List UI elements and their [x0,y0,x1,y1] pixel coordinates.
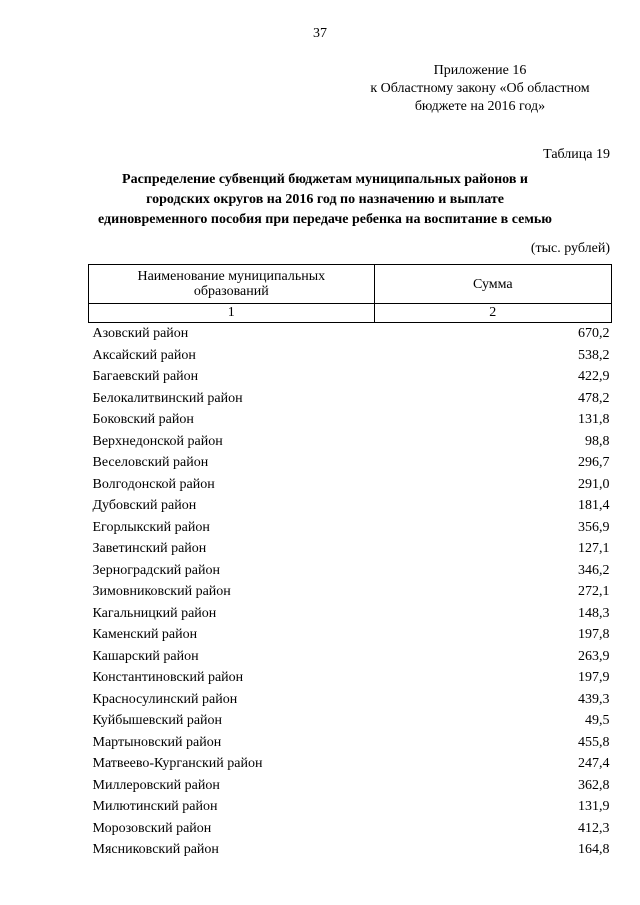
table-row [89,775,612,797]
table-row [89,474,612,496]
table-row [89,796,612,818]
table-row [89,581,612,603]
municipality-name: Милютинский район [92,799,218,814]
table-row [89,366,612,388]
municipality-name: Волгодонской район [92,476,215,492]
column-number-1: 1 [89,304,375,323]
table-row [89,452,612,474]
table-row [89,689,612,711]
subvention-amount: 131,9 [578,799,610,814]
municipality-name: Красносулинский район [92,691,238,707]
table-column-numbers-row [89,304,612,323]
subvention-amount: 439,3 [578,691,610,707]
municipality-name: Верхнедонской район [92,433,223,449]
table-body [89,323,612,861]
subvention-amount: 455,8 [578,734,610,750]
subvention-amount: 356,9 [578,519,610,535]
municipality-name: Зерноградский район [92,562,220,578]
subvention-amount: 291,0 [578,476,610,492]
municipality-name: Веселовский район [92,455,209,470]
subvention-amount: 296,7 [578,455,610,470]
municipality-name: Мясниковский район [92,842,219,857]
table-row [89,646,612,668]
municipality-name: Белокалитвинский район [92,390,243,406]
subvention-amount: 362,8 [578,777,610,793]
table-row [89,560,612,582]
municipality-name: Матвеево-Курганский район [92,756,263,771]
subvention-table [88,264,612,861]
table-row [89,345,612,367]
municipality-name: Егорлыкский район [92,519,210,535]
municipality-name: Дубовский район [92,498,197,513]
header-name [89,265,375,304]
table-row [89,753,612,775]
subvention-amount: 422,9 [578,369,610,384]
municipality-name: Азовский район [92,326,189,341]
municipality-name: Кашарский район [92,648,199,664]
table-label: Таблица 19 [543,147,610,162]
subvention-amount: 181,4 [578,498,610,513]
subvention-amount: 148,3 [578,605,610,621]
document-title [60,170,590,230]
appendix-line: бюджете на 2016 год» [414,99,546,114]
page-number: 37 [313,26,327,41]
table-row [89,409,612,431]
municipality-name: Боковский район [92,412,194,427]
table-row [89,538,612,560]
subvention-amount: 272,1 [578,584,610,599]
subvention-amount: 247,4 [578,756,610,771]
subvention-amount: 412,3 [578,820,610,836]
appendix-line: к Областному закону «Об областном [370,81,590,96]
units-label: (тыс. рублей) [530,241,610,256]
table-row [89,710,612,732]
municipality-name: Заветинский район [92,541,207,556]
municipality-name: Каменский район [92,627,198,642]
subvention-amount: 164,8 [578,842,610,857]
appendix-note [350,62,610,116]
title-line: Распределение субвенций бюджетам муниципальных районов и [122,172,528,187]
column-number-2: 2 [374,304,611,323]
municipality-name: Морозовский район [92,820,212,836]
subvention-amount: 263,9 [578,648,610,664]
table-row [89,603,612,625]
appendix-line: Приложение 16 [433,63,527,78]
table-row [89,431,612,453]
subvention-amount: 478,2 [578,390,610,406]
header-name-line: Наименование муниципальных [137,269,326,284]
table-row [89,667,612,689]
title-line: единовременного пособия при передаче ребенка на воспитание в семью [98,212,552,227]
subvention-amount: 49,5 [585,713,610,728]
municipality-name: Мартыновский район [92,734,222,750]
table-row [89,732,612,754]
table-row [89,839,612,861]
municipality-name: Багаевский район [92,369,199,384]
subvention-amount: 98,8 [585,433,610,449]
subvention-amount: 346,2 [578,562,610,578]
municipality-name: Аксайский район [92,347,196,363]
table-row [89,388,612,410]
title-line: городских округов на 2016 год по назначению и выплате [146,192,504,207]
subvention-amount: 538,2 [578,347,610,363]
municipality-name: Кагальницкий район [92,605,217,621]
table-row [89,517,612,539]
table-row [89,624,612,646]
subvention-amount: 197,9 [578,670,610,685]
subvention-amount: 131,8 [578,412,610,427]
table-row [89,495,612,517]
municipality-name: Миллеровский район [92,777,220,793]
subvention-amount: 127,1 [578,541,610,556]
header-name-line: образований [193,284,269,299]
table-header-row [89,265,612,304]
table-row [89,323,612,345]
municipality-name: Константиновский район [92,670,244,685]
table-row [89,818,612,840]
municipality-name: Куйбышевский район [92,713,223,728]
subvention-amount: 197,8 [578,627,610,642]
header-sum: Сумма [374,265,611,304]
municipality-name: Зимовниковский район [92,584,231,599]
subvention-amount: 670,2 [578,326,610,341]
